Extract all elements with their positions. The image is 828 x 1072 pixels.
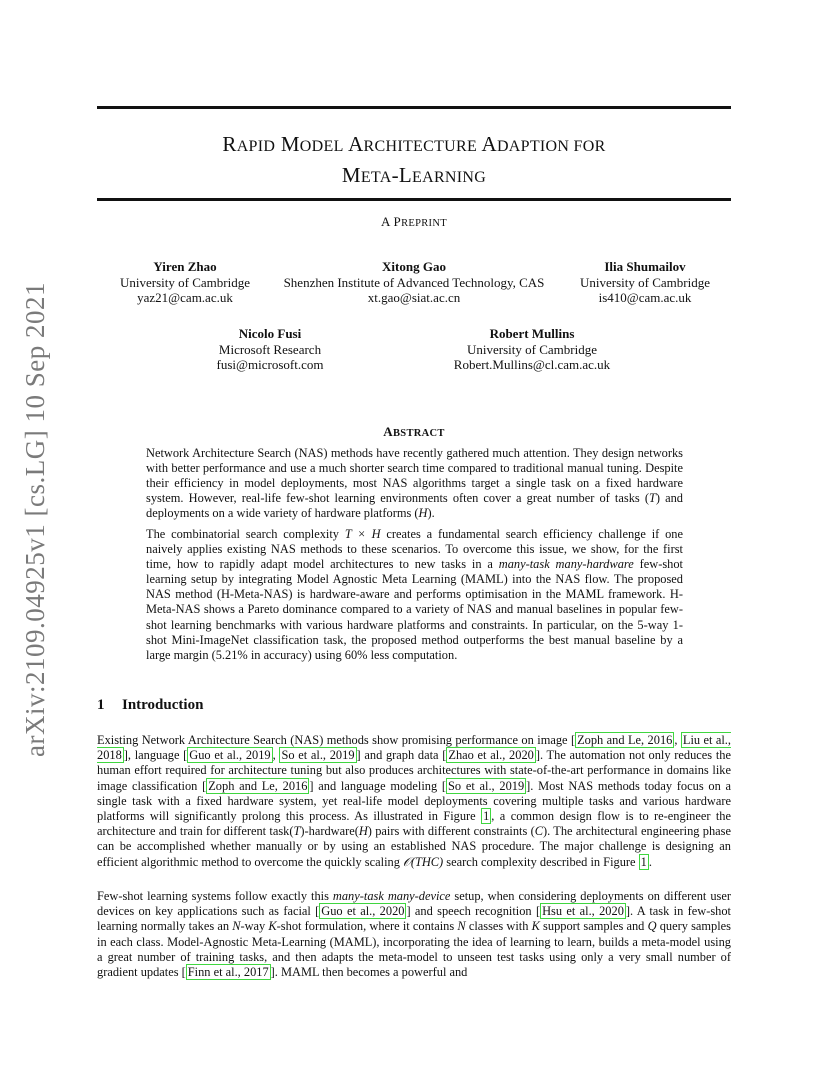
figure-reference-link[interactable]: 1 (640, 854, 647, 869)
citation-link[interactable]: Zoph and Le, 2016 (208, 778, 308, 793)
title-line-2: META-LEARNING (341, 163, 487, 187)
title-top-rule (97, 106, 731, 109)
citation-link[interactable]: Guo et al., 2019 (189, 748, 271, 763)
abstract-paragraph: The combinatorial search complexity T × H creates a fundamental search efficiency challenge if one naively applies existing NAS methods to these scenarios. To overcome this issue, we show, for the first time, how to rapidly adapt model architectures to new tasks in a many-task many-hardware few-shot learning setup by integrating Model Agnostic Meta Learning (MAML) into the NAS flow. The proposed NAS method (H-Meta-NAS) is hardware-aware and performs optimisation in the MAML framework. H-Meta-NAS shows a Pareto dominance compared to a variety of NAS and manual baselines in popular few-shot learning benchmarks with various hardware platforms and constraints. In particular, on the 5-way 1-shot Mini-ImageNet classification task, the proposed method outperforms the best manual baseline by a large margin (5.21% in accuracy) using 60% less computation. (146, 527, 683, 662)
citation-link[interactable]: Liu et al., 2018 (97, 733, 732, 763)
citation-link[interactable]: So et al., 2019 (448, 778, 525, 793)
abstract-paragraph: Network Architecture Search (NAS) methods have recently gathered much attention. They design networks with better performance and use a much shorter search time compared to traditional manual tuning. Despite their efficiency in model deployments, most NAS algorithms target a single task on a fixed hardware system. However, real-life few-shot learning environments often cover a great number of tasks (T) and deployments on a wide variety of hardware platforms (H). (146, 446, 683, 521)
citation-link[interactable]: Guo et al., 2020 (321, 904, 405, 919)
author-name: Xitong Gao (382, 259, 446, 274)
paper-title (97, 130, 731, 192)
author-block (437, 326, 627, 373)
author-email[interactable]: xt.gao@siat.ac.cn (367, 290, 461, 305)
section-title: Introduction (122, 697, 204, 713)
author-block (200, 326, 340, 373)
author-affiliation: Shenzhen Institute of Advanced Technology, CAS (283, 274, 545, 290)
citation-link[interactable]: Zoph and Le, 2016 (577, 733, 673, 747)
citation-link[interactable]: Hsu et al., 2020 (542, 904, 624, 919)
arxiv-identifier: arXiv:2109.04925v1 [cs.LG] 10 Sep 2021 (20, 282, 50, 757)
body-paragraph: Few-shot learning systems follow exactly this many-task many-device setup, when considering deployments on different user devices on key applications such as facial [ Guo et al., 2020 ] and speech recognition [ Hsu et al., 2020 ]. A task in few-shot learning normally takes an N-way K-shot formulation, where it contains N classes with K support samples and Q query samples in each class. Model-Agnostic Meta-Learning (MAML), incorporating the idea of learning to learn, builds a meta-model using a great number of training tasks, and then adapts the meta-model to unseen test tasks using only a very small number of gradient updates [ Finn et al., 2017 ]. MAML then becomes a powerful and (97, 889, 731, 980)
author-email[interactable]: fusi@microsoft.com (216, 357, 324, 372)
author-affiliation: University of Cambridge (580, 274, 710, 290)
author-block (270, 259, 558, 306)
author-email[interactable]: is410@cam.ac.uk (598, 290, 692, 305)
section-heading (97, 697, 203, 714)
author-block (100, 259, 270, 306)
author-affiliation: University of Cambridge (467, 341, 597, 357)
author-email[interactable]: Robert.Mullins@cl.cam.ac.uk (453, 357, 611, 372)
author-name: Ilia Shumailov (604, 259, 686, 274)
author-name: Nicolo Fusi (238, 326, 302, 341)
author-block (560, 259, 730, 306)
section-number: 1 (97, 697, 105, 713)
author-name: Robert Mullins (489, 326, 575, 341)
abstract-heading: ABSTRACT (383, 424, 445, 439)
figure-reference-link[interactable]: 1 (483, 809, 490, 824)
preprint-label: A PREPRINT (381, 214, 447, 229)
title-line-1: RAPID MODEL ARCHITECTURE ADAPTION FOR (222, 132, 606, 156)
citation-link[interactable]: Finn et al., 2017 (187, 965, 269, 980)
title-bottom-rule (97, 198, 731, 201)
author-email[interactable]: yaz21@cam.ac.uk (137, 290, 233, 305)
body-paragraph: Existing Network Architecture Search (NAS) methods show promising performance on image [ Zoph and Le, 2016 , Liu et al., 2018 ], language [ Guo et al., 2019 , So et al., 2019 ] and graph data [ Zhao et al., 2020 ]. The automation not only reduces the human effort required for architecture tuning but also produces architectures with state-of-the-art performance in domains like image classification [ Zoph and Le, 2016 ] and language modeling [ So et al., 2019 ]. Most NAS methods today focus on a single task with a fixed hardware system, yet real-life model deployments covering multiple tasks and various hardware platforms will significantly prolong this process. As illustrated in Figure 1 , a common design flow is to re-engineer the architecture and train for different task(T)-hardware(H) pairs with different constraints (C). The architectural engineering phase can be accomplished whether manually or by using an established NAS procedure. The major challenge is designing an efficient algorithmic method to overcome the quickly scaling 𝒪(THC) search complexity described in Figure 1 . (97, 733, 732, 869)
author-affiliation: Microsoft Research (218, 341, 322, 357)
author-name: Yiren Zhao (153, 259, 217, 274)
author-affiliation: University of Cambridge (120, 274, 250, 290)
citation-link[interactable]: So et al., 2019 (281, 748, 355, 763)
citation-link[interactable]: Zhao et al., 2020 (448, 748, 534, 763)
